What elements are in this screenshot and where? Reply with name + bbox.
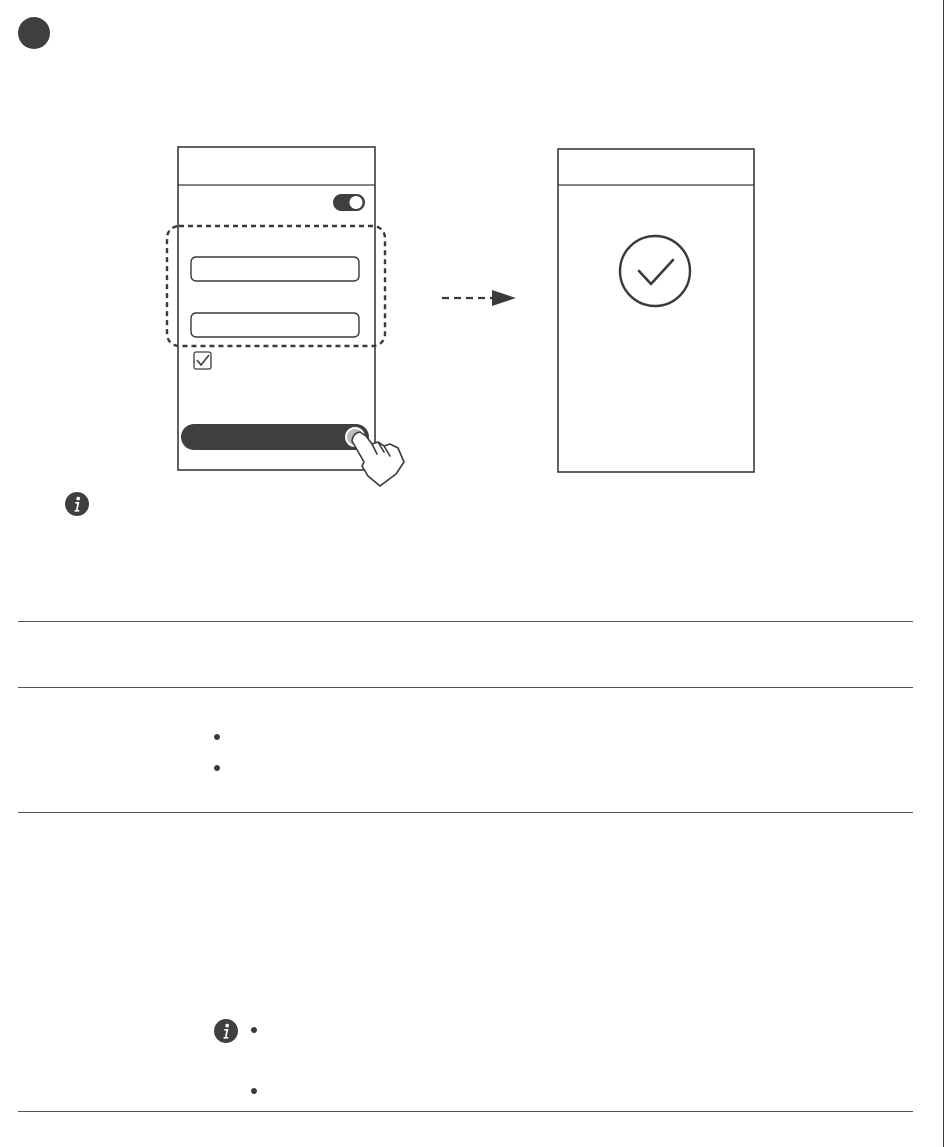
checkbox-checked-icon [194,352,211,369]
left-phone-mockup [167,147,385,470]
info-icon [64,491,90,517]
table-row-divider-1 [18,687,913,688]
list-bullet [251,1088,257,1094]
table-bottom-rule [18,1111,913,1112]
toggle-switch-icon [333,194,365,211]
list-bullet [251,1027,257,1033]
right-phone-mockup [558,149,754,472]
list-bullet [214,765,220,771]
table-top-rule [18,621,913,622]
info-icon [213,1018,239,1044]
dashed-right-arrow-icon [442,290,516,306]
setup-illustration [0,0,950,520]
phone-confirm-button [181,424,369,450]
input-field-1 [191,257,359,281]
table-row-divider-2 [18,812,913,813]
input-field-2 [191,313,359,337]
list-bullet [214,734,220,740]
